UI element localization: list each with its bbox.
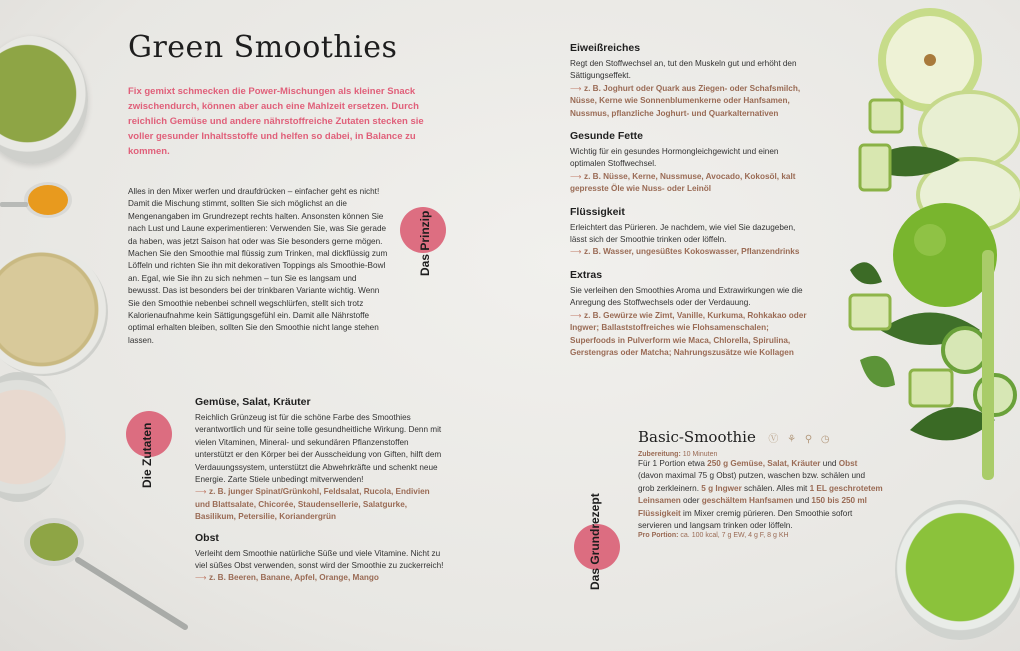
section-text: Erleichtert das Pürieren. Je nachdem, wie viel Sie dazugeben, lässt sich der Smoothie trinken oder löffeln. bbox=[570, 222, 796, 245]
recipe-text-part: und bbox=[820, 459, 839, 468]
section-heading: Extras bbox=[570, 268, 603, 281]
section-ref: ⟶ z. B. Nüsse, Kerne, Nussmuse, Avocado, Kokosöl, kalt gepresste Öle wie Nuss- oder Leinöl bbox=[570, 171, 796, 194]
recipe-text-part: Für 1 Portion etwa bbox=[638, 459, 708, 468]
section-heading: Gesunde Fette bbox=[570, 130, 643, 143]
arrow-icon: ⟶ bbox=[570, 83, 582, 93]
smoothie-bowl-image bbox=[895, 500, 1020, 640]
arrow-icon: ⟶ bbox=[570, 171, 582, 181]
section-heading: Eiweißreiches bbox=[570, 42, 641, 54]
section-ref: ⟶ z. B. Wasser, ungesüßtes Kokoswasser, Pflanzendrinks bbox=[570, 247, 800, 257]
recipe-title: Basic-Smoothie bbox=[638, 428, 756, 446]
turmeric-spoon-image bbox=[0, 178, 82, 222]
recipe-text-part: (davon maximal 75 g Obst) putzen, waschen bzw. schälen und grob zerkleinern. bbox=[638, 471, 866, 493]
section-ref: ⟶ z. B. junger Spinat/Grünkohl, Feldsalat, Rucola, Endivien und Blattsalate, Chicorée, Staudensellerie, Salatgurke, Basilikum, Petersilie, Koriandergrün bbox=[195, 487, 430, 522]
prep-time: Zubereitung: 10 Minuten bbox=[638, 451, 718, 458]
section-text: Sie verleihen den Smoothies Aroma und Extrawirkungen wie die Anregung des Stoffwechsels oder der Verdauung. bbox=[570, 285, 803, 308]
section-text: Wichtig für ein gesundes Hormongleichgewicht und einen optimalen Stoffwechsel. bbox=[570, 147, 779, 169]
arrow-icon: ⟶ bbox=[195, 573, 207, 583]
flour-bowl-image bbox=[0, 372, 66, 502]
section-text: Regt den Stoffwechsel an, tut den Muskeln gut und erhöht den Sättigungseffekt. bbox=[570, 59, 797, 81]
recipe-text-part: und bbox=[793, 496, 812, 506]
diet-icons: Ⓥ ⚘ ⚲ ◷ bbox=[768, 434, 833, 445]
recipe-text-part: schälen. Alles mit bbox=[741, 483, 810, 493]
prinzip-text: Alles in den Mixer werfen und draufdrücken – einfacher geht es nicht! Damit die Mischung stimmt, sollten Sie sich möglichst an die Mengenangaben im Grundrezept rechts halten. Ansonsten können Sie nach Lust und Laune experimentieren: Verwenden Sie, was Sie gerade da haben, was jetzt Saison hat oder was Sie besonders gerne mögen. Machen Sie den Smoothie mal flüssig zum Trinken, mal dickflüssig zum Löffeln und richten Sie ihn mit dekorativen Toppings als Smoothie-Bowl an. Egal, wie Sie ihn zu sich nehmen – tun Sie es langsam und bewusst. Das ist besonders bei der trinkbaren Variante wichtig. Wenn Sie den Smoothie nebenbei schnell wegschlürfen, stellt sich trotz Kalorienaufnahme kein Sättigungsgefühl ein. Damit alle Nährstoffe optimal erhalten bleiben, sollten Sie den Smoothie nicht lange stehen lassen. bbox=[128, 187, 388, 345]
nutrition-info: Pro Portion: ca. 100 kcal, 7 g EW, 4 g F, 8 g KH bbox=[638, 532, 789, 540]
section-label-grundrezept: Das Grundrezept bbox=[588, 493, 602, 590]
page-title: Green Smoothies bbox=[128, 30, 398, 65]
section-heading: Gemüse, Salat, Kräuter bbox=[195, 396, 311, 408]
recipe-ingredient: 250 g Gemüse, Salat, Kräuter bbox=[707, 459, 821, 468]
matcha-spoon-image bbox=[20, 512, 195, 637]
arrow-icon: ⟶ bbox=[570, 310, 582, 320]
arrow-icon: ⟶ bbox=[195, 487, 207, 497]
recipe-text-part: im Mixer cremig pürieren. Den Smoothie sofort servieren und langsam trinken oder löffeln. bbox=[638, 508, 853, 531]
intro-text: Fix gemixt schmecken die Power-Mischungen als kleiner Snack zwischendurch, können aber auch eine Mahlzeit ersetzen. Durch reichlich Gemüse und andere nährstoffreiche Zutaten stecken sie voller gesunder Inhaltsstoffe und helfen so dabei, in Balance zu kommen. bbox=[128, 86, 424, 157]
vegetables-image bbox=[820, 0, 1020, 500]
section-text: Reichlich Grünzeug ist für die schöne Farbe des Smoothies verantwortlich und für seine tolle gesundheitliche Wirkung. Denn mit vielen Vitaminen, Mineral- und sekundären Pflanzenstoffen unterstützt er den Körper bei der Ausscheidung von Giften, hilft dem Verdauungssystem, unterstützt die Abwehrkräfte und schenkt neue Energie. Zarte Stiele unbedingt mitverwenden! bbox=[195, 413, 442, 485]
recipe-ingredient: 5 g Ingwer bbox=[701, 483, 742, 493]
recipe-ingredient: 1 EL geschrotetem Leinsamen bbox=[638, 483, 883, 506]
matcha-bowl-image bbox=[0, 36, 88, 164]
right-column bbox=[570, 42, 810, 359]
hemp-seeds-bowl-image bbox=[0, 248, 108, 376]
zutaten-block bbox=[195, 396, 445, 585]
section-heading: Flüssigkeit bbox=[570, 205, 625, 218]
section-text: Verleiht dem Smoothie natürliche Süße und viele Vitamine. Nicht zu viel süßes Obst verwenden, sonst wird der Smoothie zu zuckerreich! bbox=[195, 548, 444, 571]
prinzip-block bbox=[128, 186, 390, 347]
section-ref: ⟶ z. B. Joghurt oder Quark aus Ziegen- oder Schafsmilch, Nüsse, Kerne wie Sonnenblumenkerne oder Hanfsamen, Nussmus, pflanzliche Joghurt- und Quarkalternativen bbox=[570, 83, 801, 118]
section-ref: ⟶ z. B. Beeren, Banane, Apfel, Orange, Mango bbox=[195, 573, 379, 583]
section-label-prinzip: Das Prinzip bbox=[418, 210, 432, 276]
recipe-text bbox=[638, 458, 883, 532]
recipe-ingredient: geschältem Hanfsamen bbox=[701, 496, 794, 506]
section-heading: Obst bbox=[195, 531, 219, 544]
arrow-icon: ⟶ bbox=[570, 247, 582, 257]
recipe-text-part: oder bbox=[680, 496, 702, 506]
section-ref: ⟶ z. B. Gewürze wie Zimt, Vanille, Kurkuma, Rohkakao oder Ingwer; Ballaststoffreiches wie Flohsamenschalen; Superfoods in Pulverform wie Maca, Chlorella, Spirulina, Gerstengras oder Matcha; Nahrungszusätze wie Kollagen bbox=[570, 310, 807, 357]
recipe-ingredient: 150 bis 250 ml Flüssigkeit bbox=[638, 496, 867, 518]
recipe-block bbox=[638, 428, 883, 539]
recipe-ingredient: Obst bbox=[838, 459, 858, 468]
section-label-zutaten: Die Zutaten bbox=[140, 422, 154, 488]
